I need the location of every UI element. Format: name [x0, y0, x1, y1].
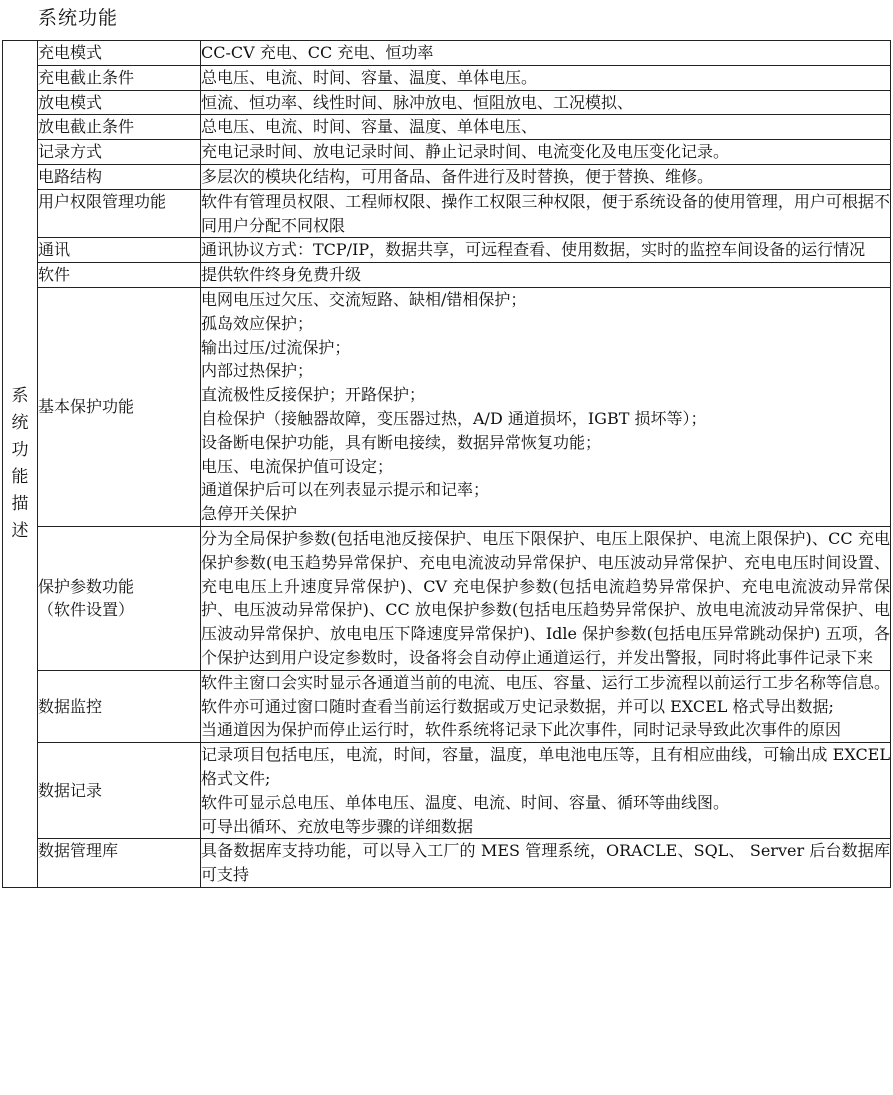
- table-row: [3, 287, 891, 526]
- protection-line: 内部过热保护；: [201, 361, 314, 381]
- table-row: [3, 743, 891, 839]
- item-cell: 数据管理库: [38, 839, 201, 888]
- section-cell: [3, 41, 38, 888]
- item-cell: 充电截止条件: [38, 65, 201, 90]
- table-row: [3, 115, 891, 140]
- table-row: [3, 164, 891, 189]
- item-cell: 通讯: [38, 238, 201, 263]
- desc-cell: [201, 287, 891, 526]
- desc-cell: 多层次的模块化结构，可用备品、备件进行及时替换，便于替换、维修。: [201, 164, 891, 189]
- section-heading: 系统功能: [38, 7, 119, 29]
- desc-cell: [201, 670, 891, 742]
- table-row: [3, 526, 891, 670]
- item-cell: 数据记录: [38, 743, 201, 839]
- desc-cell: CC-CV 充电、CC 充电、恒功率: [201, 41, 891, 66]
- monitor-line: 软件主窗口会实时显示各通道当前的电流、电压、容量、运行工步流程以前运行工步名称等信息。软件亦可通过窗口随时查看当前运行数据或万史记录数据，并可以 EXCEL 格式导出数据;: [201, 672, 890, 716]
- protection-line: 电压、电流保护值可设定；: [201, 456, 394, 476]
- protection-line: 电网电压过欠压、交流短路、缺相/错相保护；: [201, 289, 527, 309]
- table-row: [3, 238, 891, 263]
- protection-line: 设备断电保护功能，具有断电接续，数据异常恢复功能；: [201, 432, 602, 452]
- record-line: 记录项目包括电压，电流，时间，容量，温度，单电池电压等，且有相应曲线，可输出成 EXCEL 格式文件;: [201, 745, 890, 788]
- desc-cell: 充电记录时间、放电记录时间、静止记录时间、电流变化及电压变化记录。: [201, 140, 891, 165]
- item-cell: 用户权限管理功能: [38, 189, 201, 238]
- protection-line: 输出过压/过流保护；: [201, 337, 351, 357]
- protection-line: 急停开关保护: [201, 504, 298, 524]
- protection-line: 通道保护后可以在列表显示提示和记率；: [201, 480, 490, 500]
- desc-cell: 软件有管理员权限、工程师权限、操作工权限三种权限，便于系统设备的使用管理，用户可根据不同用户分配不同权限: [201, 189, 891, 238]
- item-cell: 放电截止条件: [38, 115, 201, 140]
- item-cell: 放电模式: [38, 90, 201, 115]
- item-cell: 基本保护功能: [38, 287, 201, 526]
- item-cell: 保护参数功能 （软件设置）: [38, 526, 201, 670]
- protection-line: 直流极性反接保护；开路保护；: [201, 385, 426, 405]
- desc-cell: 恒流、恒功率、线性时间、脉冲放电、恒阻放电、工况模拟、: [201, 90, 891, 115]
- desc-cell: 通讯协议方式：TCP/IP，数据共享，可远程查看、使用数据，实时的监控车间设备的运行情况: [201, 238, 891, 263]
- protection-line: 孤岛效应保护；: [201, 313, 314, 333]
- protection-line: 自检保护（接触器故障，变压器过热，A/D 通道损坏，IGBT 损坏等）；: [201, 408, 707, 428]
- desc-cell: 分为全局保护参数(包括电池反接保护、电压下限保护、电压上限保护、电流上限保护)、CC 充电保护参数(电玉趋势异常保护、充电电流波动异常保护、电压波动异常保护、充电电压时间设置、充电电压上升速度异常保护)、CV 充电保护参数(包括电流趋势异常保护、充电电流波动异常保护、电压波动异常保护)、CC 放电保护参数(包括电压趋势异常保护、放电电流波动异常保护、电压波动异常保护、放电电压下降速度异常保护)、Idle 保护参数(包括电压异常跳动保护) 五项，各个保护达到用户设定参数时，设备将会自动停止通道运行，并发出警报，同时将此事件记录下来: [201, 526, 891, 670]
- table-row: [3, 140, 891, 165]
- desc-cell: 提供软件终身免费升级: [201, 263, 891, 288]
- table-row: [3, 189, 891, 238]
- table-row: [3, 670, 891, 742]
- table-row: [3, 90, 891, 115]
- desc-cell: [201, 743, 891, 839]
- table-row: [3, 65, 891, 90]
- table-row: [3, 41, 891, 66]
- item-cell: 电路结构: [38, 164, 201, 189]
- desc-cell: 总电压、电流、时间、容量、温度、单体电压。: [201, 65, 891, 90]
- item-cell: 充电模式: [38, 41, 201, 66]
- table-row: [3, 839, 891, 888]
- record-line: 可导出循环、充放电等步骤的详细数据: [201, 816, 474, 836]
- item-cell: 记录方式: [38, 140, 201, 165]
- table-row: [3, 263, 891, 288]
- desc-cell: 总电压、电流、时间、容量、温度、单体电压、: [201, 115, 891, 140]
- monitor-line: 当通道因为保护而停止运行时，软件系统将记录下此次事件，同时记录导致此次事件的原因: [201, 720, 842, 740]
- section-label: 系统功能描述: [11, 385, 29, 541]
- item-cell: 软件: [38, 263, 201, 288]
- desc-cell: 具备数据库支持功能，可以导入工厂的 MES 管理系统，ORACLE、SQL、 Server 后台数据库可支持: [201, 839, 891, 888]
- item-cell: 数据监控: [38, 670, 201, 742]
- record-line: 软件可显示总电压、单体电压、温度、电流、时间、容量、循环等曲线图。: [201, 792, 730, 812]
- system-function-table: [2, 40, 891, 888]
